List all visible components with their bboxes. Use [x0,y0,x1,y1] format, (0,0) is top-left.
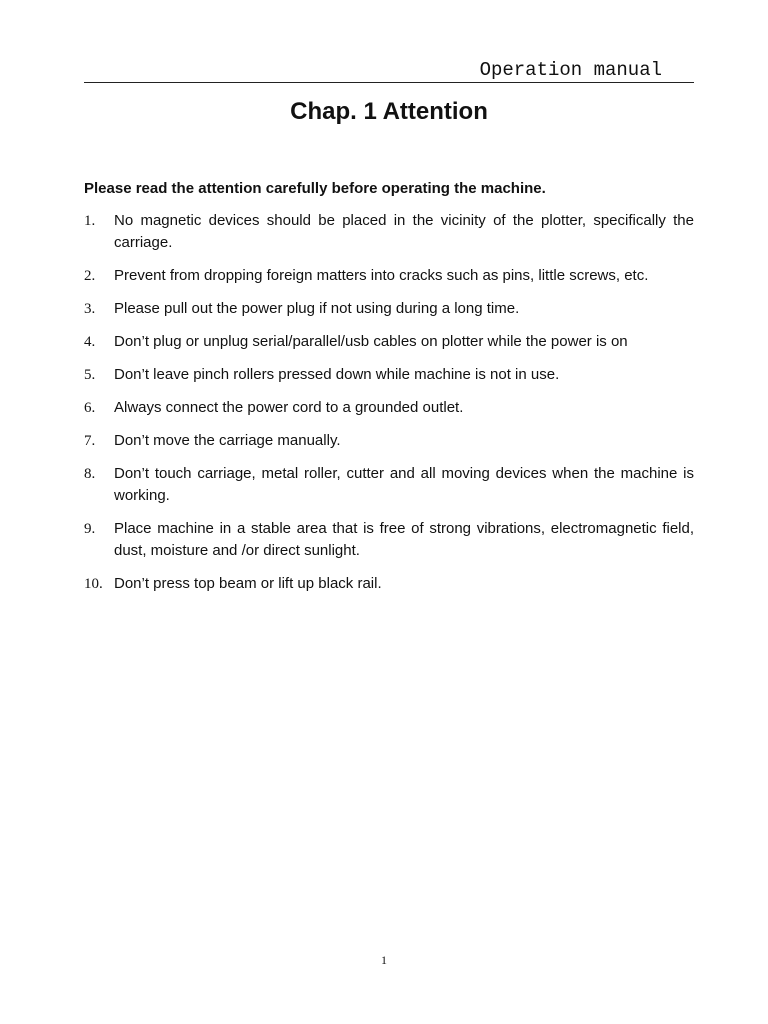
attention-item [84,397,694,419]
running-header-title: Operation manual [479,59,662,81]
attention-item [84,364,694,386]
item-number: 8. [84,466,96,482]
attention-item [84,518,694,562]
item-number: 5. [84,367,96,383]
item-text: Don’t press top beam or lift up black rail. [114,575,382,592]
running-header [84,58,694,83]
item-number: 4. [84,334,96,350]
attention-item [84,331,694,353]
item-text: Don’t touch carriage, metal roller, cutter and all moving devices when the machine is working. [114,465,694,504]
intro-paragraph: Please read the attention carefully before operating the machine. [84,180,546,197]
attention-item [84,298,694,320]
item-text: Prevent from dropping foreign matters into cracks such as pins, little screws, etc. [114,267,649,284]
attention-item [84,210,694,254]
item-text: No magnetic devices should be placed in the vicinity of the plotter, specifically the carriage. [114,212,694,251]
page-number: 1 [381,953,387,967]
item-number: 6. [84,400,96,416]
attention-item [84,430,694,452]
item-number: 10. [84,576,103,592]
attention-list [84,210,694,606]
attention-item [84,573,694,595]
item-number: 9. [84,521,96,537]
attention-item [84,265,694,287]
item-number: 7. [84,433,96,449]
item-text: Please pull out the power plug if not using during a long time. [114,300,520,317]
item-text: Don’t plug or unplug serial/parallel/usb cables on plotter while the power is on [114,333,628,350]
item-number: 2. [84,268,96,284]
item-text: Don’t move the carriage manually. [114,432,341,449]
item-text: Place machine in a stable area that is free of strong vibrations, electromagnetic field, dust, moisture and /or direct sunlight. [114,520,694,559]
item-text: Always connect the power cord to a grounded outlet. [114,399,464,416]
attention-item [84,463,694,507]
chapter-title: Chap. 1 Attention [290,98,488,125]
item-text: Don’t leave pinch rollers pressed down while machine is not in use. [114,366,560,383]
item-number: 3. [84,301,96,317]
item-number: 1. [84,213,96,229]
